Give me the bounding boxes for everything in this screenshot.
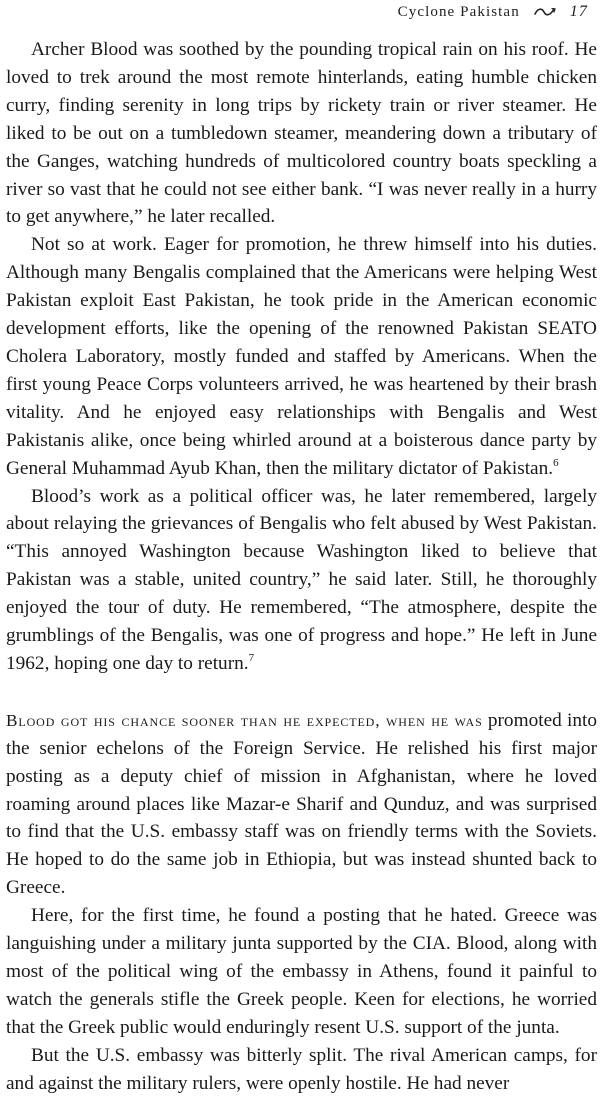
page-number: 17 — [569, 3, 588, 20]
paragraph: Archer Blood was soothed by the pounding tropical rain on his roof. He loved to trek around the most remote hinterlands, eating humble chicken curry, finding serenity in long trips by rickety train or river steamer. He liked to be out on a tumbledown steamer, meandering down a tributary of the Ganges, watching hundreds of multicolored country boats speckling a river so vast that he could not see either bank. “I was never really in a hurry to get anywhere,” he later recalled. — [6, 39, 597, 228]
paragraph: But the U.S. embassy was bitterly split. The rival American camps, for and against the military rulers, were openly hostile. He had never — [6, 1044, 597, 1094]
section-break — [6, 678, 597, 707]
small-caps-lead-in: Blood got his chance sooner than he expected, when he was — [6, 710, 483, 730]
footnote-marker: 6 — [553, 456, 559, 469]
footnote-marker: 7 — [248, 651, 255, 664]
swash-ornament-icon — [534, 6, 556, 18]
running-head — [398, 0, 588, 24]
paragraph: Here, for the first time, he found a posting that he hated. Greece was languishing under a military junta supported by the CIA. Blood, along with most of the political wing of the embassy in Athens, found it painful to watch the generals stifle the Greek people. Keen for elections, he worried that the Greek public would enduringly resent U.S. support of the junta. — [6, 905, 597, 1038]
running-title: Cyclone Pakistan — [397, 3, 520, 20]
paragraph: Blood’s work as a political officer was, he later remembered, largely about relaying the grievances of Bengalis who felt abused by West Pakistan. “This annoyed Washington because Washington liked to believe that Pakistan was a stable, united country,” he said later. Still, he thoroughly enjoyed the tour of duty. He remembered, “The atmosphere, despite the grumblings of the Bengalis, was one of progress and hope.” He left in June 1962, hoping one day to return.$^7$ — [6, 485, 597, 674]
section-opening-paragraph: Blood got his chance sooner than he expected, when he was promoted into the senior echelons of the Foreign Service. He relished his first major posting as a deputy chief of mission in Afghanistan, where he loved roaming around places like Mazar-e Sharif and Qunduz, and was surprised to find that the U.S. embassy staff was on friendly terms with the Soviets. He hoped to do the same job in Ethiopia, but was instead shunted back to Greece. — [6, 709, 597, 899]
body-text — [6, 36, 597, 1098]
paragraph: Not so at work. Eager for promotion, he threw himself into his duties. Although many Bengalis complained that the Americans were helping West Pakistan exploit East Pakistan, he took pride in the American economic development efforts, like the opening of the renowned Pakistan SEATO Cholera Laboratory, mostly funded and staffed by Americans. When the first young Peace Corps volunteers arrived, he was heartened by their brash vitality. And he enjoyed easy relationships with Bengalis and West Pakistanis alike, once being whirled around at a boisterous dance party by General Muhammad Ayub Khan, then the military dictator of Pakistan.$^6$ — [6, 234, 597, 479]
